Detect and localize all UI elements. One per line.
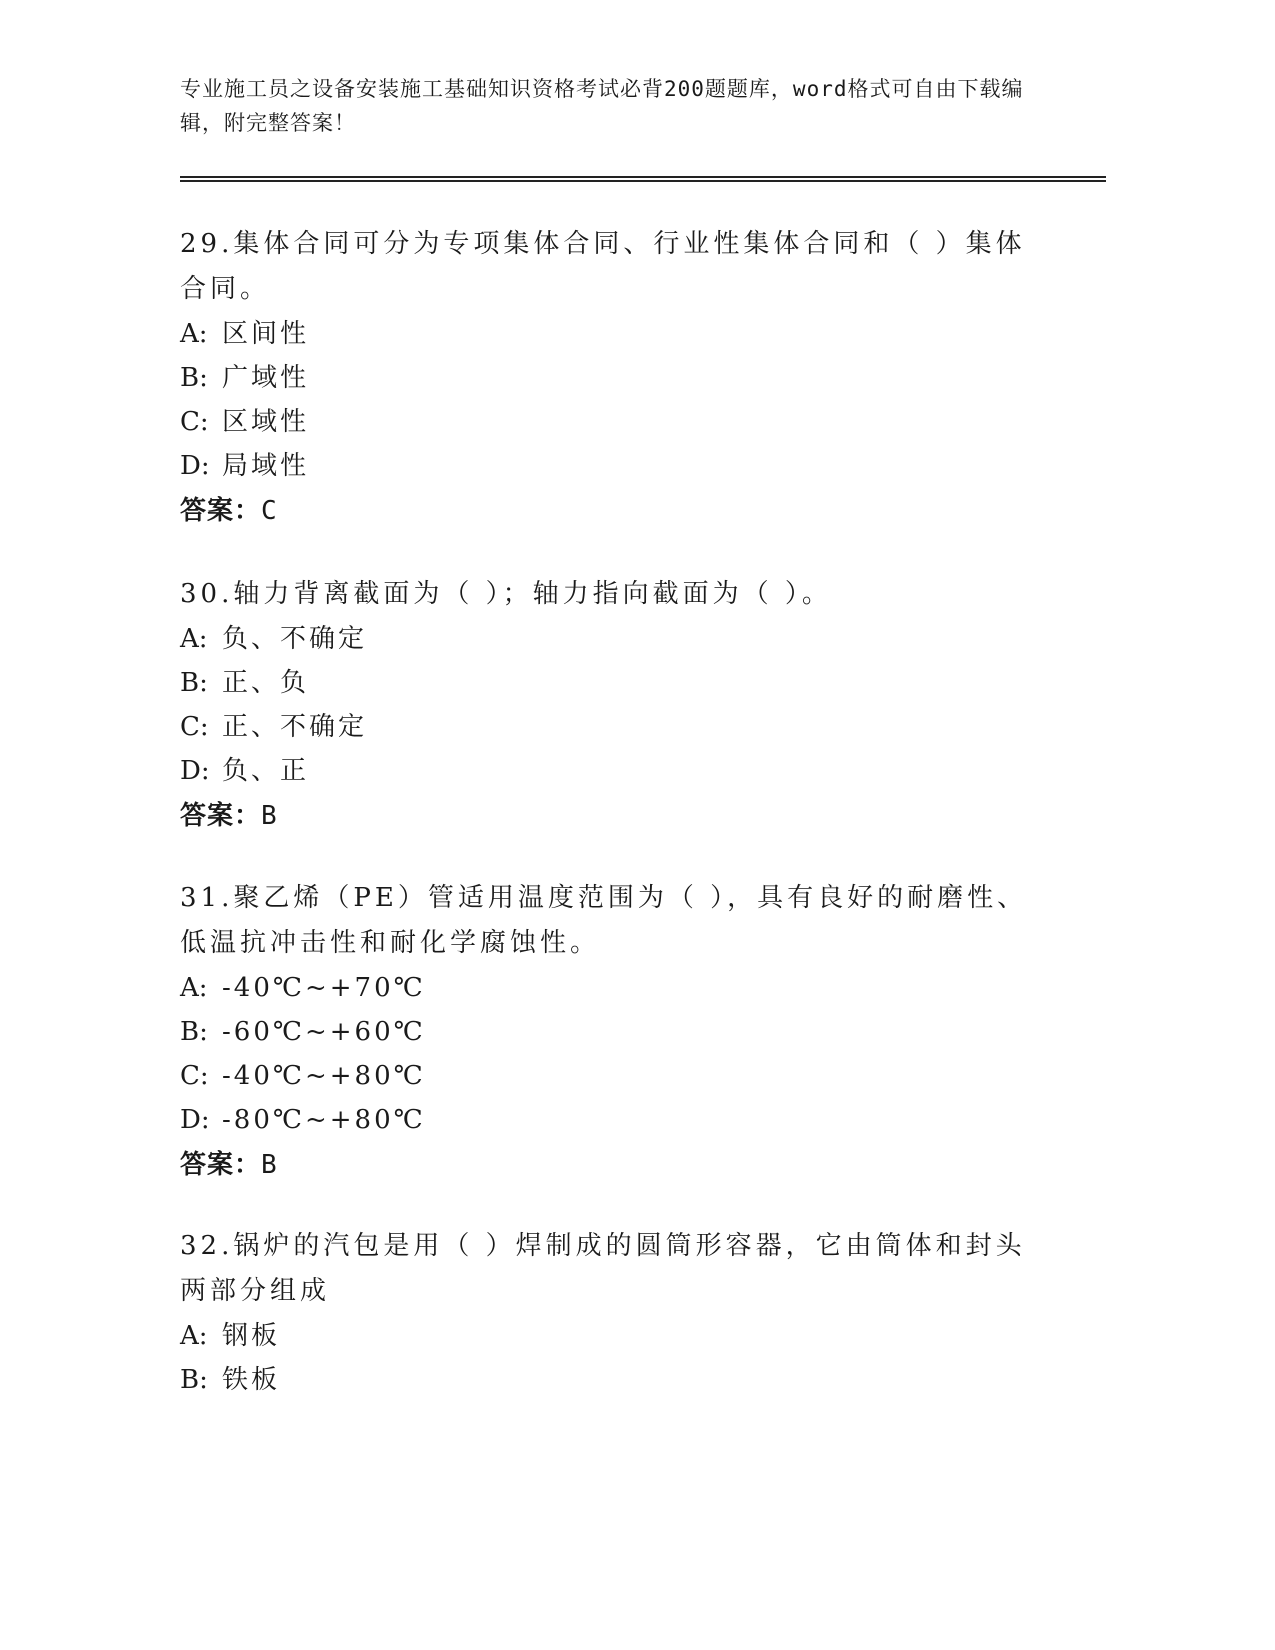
- option-b: [180, 356, 1050, 400]
- answer-line: [180, 1142, 1050, 1188]
- answer-label: 答案：: [180, 1150, 262, 1180]
- option-letter: C:: [180, 712, 209, 742]
- option-text: 铁板: [222, 1365, 281, 1395]
- question-stem: 30.轴力背离截面为（ ）；轴力指向截面为（ ）。: [180, 579, 832, 609]
- option-d: [180, 749, 1050, 793]
- option-letter: C:: [180, 407, 209, 437]
- question-32: [180, 1224, 1050, 1402]
- question-stem: 29.集体合同可分为专项集体合同、行业性集体合同和（ ）集体合同。: [180, 229, 1026, 304]
- question-31: [180, 876, 1050, 1188]
- option-letter: A:: [180, 973, 208, 1003]
- option-letter: B:: [180, 1017, 208, 1047]
- question-30: [180, 572, 1050, 839]
- option-letter: B:: [180, 668, 208, 698]
- option-text: 负、不确定: [222, 624, 368, 654]
- option-letter: D:: [180, 1105, 210, 1135]
- option-text: 广域性: [222, 363, 310, 393]
- answer-value: C: [261, 496, 278, 526]
- option-letter: D:: [180, 756, 210, 786]
- option-d: [180, 444, 1050, 488]
- option-a: [180, 617, 1050, 661]
- header-double-rule: [180, 176, 1106, 182]
- answer-value: B: [261, 1150, 278, 1180]
- option-c: [180, 400, 1050, 444]
- option-text: -40℃~+70℃: [222, 973, 426, 1003]
- question-stem: 31.聚乙烯（PE）管适用温度范围为（ ），具有良好的耐磨性、低温抗冲击性和耐化学腐蚀性。: [180, 883, 1028, 958]
- option-letter: C:: [180, 1061, 209, 1091]
- option-text: -40℃~+80℃: [222, 1061, 426, 1091]
- option-text: 区域性: [222, 407, 310, 437]
- header-rule-bottom: [180, 180, 1106, 182]
- option-text: -60℃~+60℃: [222, 1017, 426, 1047]
- option-b: [180, 661, 1050, 705]
- option-letter: B:: [180, 363, 208, 393]
- answer-label: 答案：: [180, 496, 262, 526]
- option-d: [180, 1098, 1050, 1142]
- option-letter: A:: [180, 319, 208, 349]
- question-29: [180, 222, 1050, 534]
- option-letter: D:: [180, 451, 210, 481]
- option-letter: B:: [180, 1365, 208, 1395]
- option-text: 区间性: [222, 319, 310, 349]
- option-text: 负、正: [222, 756, 310, 786]
- option-letter: A:: [180, 1321, 208, 1351]
- answer-line: [180, 793, 1050, 839]
- question-stem: 32.锅炉的汽包是用（ ）焊制成的圆筒形容器，它由筒体和封头两部分组成: [180, 1231, 1026, 1306]
- option-text: 钢板: [222, 1321, 281, 1351]
- option-text: -80℃~+80℃: [222, 1105, 426, 1135]
- answer-line: [180, 488, 1050, 534]
- option-c: [180, 705, 1050, 749]
- option-c: [180, 1054, 1050, 1098]
- option-text: 局域性: [222, 451, 310, 481]
- option-letter: A:: [180, 624, 208, 654]
- option-b: [180, 1358, 1050, 1402]
- answer-label: 答案：: [180, 801, 262, 831]
- answer-value: B: [261, 801, 278, 831]
- option-text: 正、不确定: [222, 712, 368, 742]
- option-b: [180, 1010, 1050, 1054]
- option-a: [180, 312, 1050, 356]
- header-rule-top: [180, 176, 1106, 178]
- option-a: [180, 1314, 1050, 1358]
- document-header: 专业施工员之设备安装施工基础知识资格考试必背200题题库，word格式可自由下载编辑，附完整答案！: [180, 77, 1024, 135]
- option-text: 正、负: [222, 668, 310, 698]
- option-a: [180, 966, 1050, 1010]
